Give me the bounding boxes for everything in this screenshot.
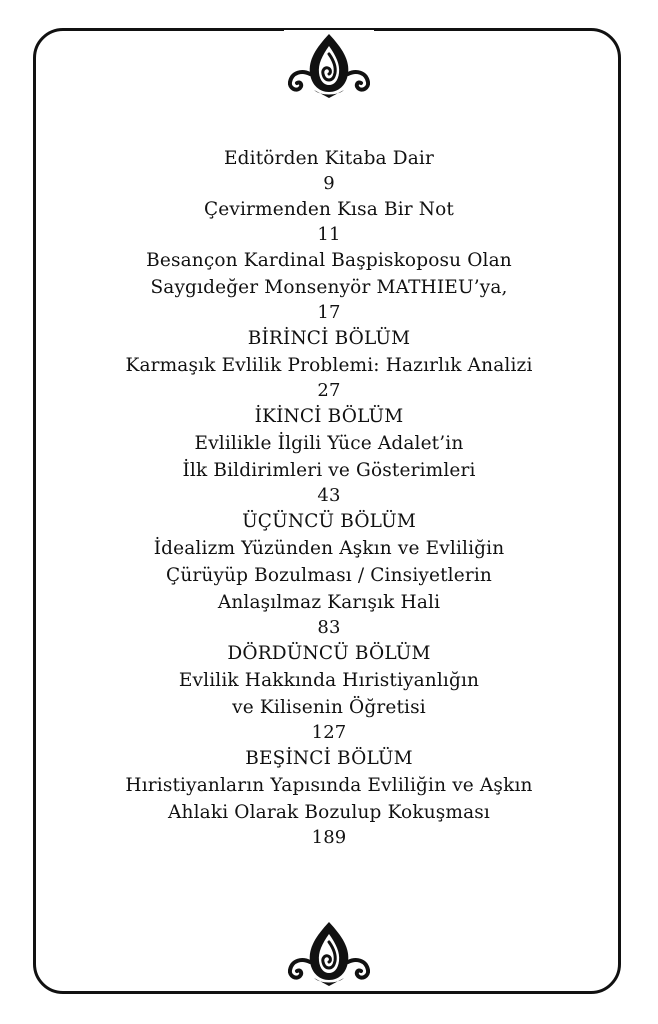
page-number: 9 — [323, 173, 335, 194]
entry-title-line: Besançon Kardinal Başpiskoposu Olan — [146, 250, 512, 271]
chapter-heading: ÜÇÜNCÜ BÖLÜM — [242, 511, 416, 532]
entry-title-line: İdealizm Yüzünden Aşkın ve Evliliğin — [153, 538, 505, 559]
entry-title-line: Saygıdeğer Monsenyör MATHIEU’ya, — [150, 277, 508, 298]
entry-title-line: Editörden Kitaba Dair — [224, 148, 434, 169]
entry-title-line: Çevirmenden Kısa Bir Not — [203, 199, 455, 220]
entry-title-line: Hıristiyanların Yapısında Evliliğin ve Aşkın — [125, 775, 533, 796]
table-of-contents — [50, 145, 608, 850]
entry-title-line: İlk Bildirimleri ve Gösterimleri — [182, 460, 476, 481]
page-number: 27 — [317, 380, 341, 401]
entry-title-line: ve Kilisenin Öğretisi — [232, 697, 426, 718]
entry-title-line: Evlilikle İlgili Yüce Adalet’in — [194, 433, 464, 454]
top-ornament-icon — [284, 30, 374, 100]
chapter-heading: BİRİNCİ BÖLÜM — [247, 328, 411, 349]
page-number: 127 — [311, 722, 347, 743]
entry-title-line: Karmaşık Evlilik Problemi: Hazırlık Analizi — [125, 355, 533, 376]
page-number: 189 — [311, 827, 347, 848]
entry-title-line: Çürüyüp Bozulması / Cinsiyetlerin — [166, 565, 492, 586]
bottom-ornament-icon — [284, 918, 374, 988]
chapter-heading: BEŞİNCİ BÖLÜM — [245, 748, 413, 769]
entry-title-line: Anlaşılmaz Karışık Hali — [217, 592, 441, 613]
page-number: 83 — [317, 617, 341, 638]
page-number: 11 — [317, 224, 341, 245]
page-number: 17 — [317, 302, 341, 323]
entry-title-line: Ahlaki Olarak Bozulup Kokuşması — [168, 802, 490, 823]
page-number: 43 — [317, 485, 341, 506]
entry-title-line: Evlilik Hakkında Hıristiyanlığın — [178, 670, 480, 691]
chapter-heading: İKİNCİ BÖLÜM — [254, 406, 404, 427]
chapter-heading: DÖRDÜNCÜ BÖLÜM — [227, 643, 431, 664]
